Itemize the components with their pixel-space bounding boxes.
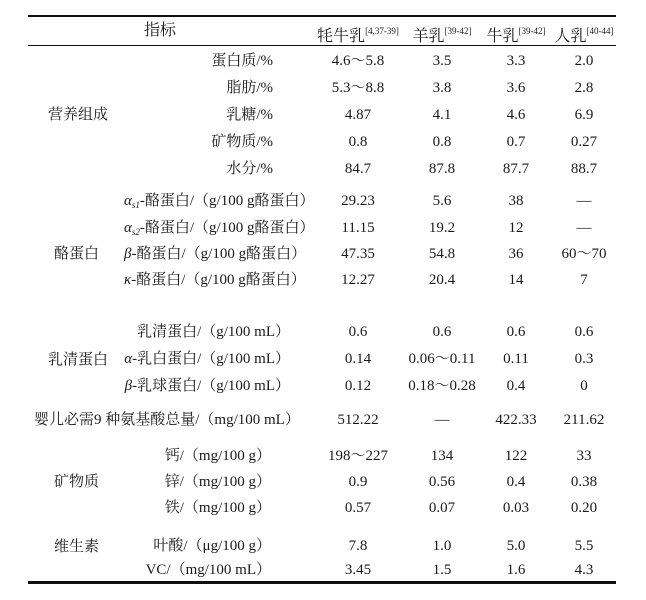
cell-cow: 3.6 <box>506 80 526 96</box>
group-nutrition: 营养组成 <box>48 107 109 123</box>
cell-cow: 87.7 <box>502 161 530 177</box>
table-bottom-rule <box>28 581 616 584</box>
cell-yak: 512.22 <box>337 412 379 428</box>
cell-goat: 54.8 <box>428 246 456 262</box>
cell-yak: 7.8 <box>348 538 368 554</box>
cell-cow: 0.7 <box>506 134 526 150</box>
header-cow-milk: 牛乳[39-42] <box>486 26 546 45</box>
table-top-rule <box>28 15 616 17</box>
cell-human: 33 <box>576 448 592 464</box>
cell-human: 88.7 <box>570 161 598 177</box>
row-label-as1-casein: $\alpha_{s1}-$酪蛋白/（g/100 g酪蛋白） <box>124 193 315 210</box>
row-label-as2-casein: $\alpha_{s2}-$酪蛋白/（g/100 g酪蛋白） <box>124 220 315 237</box>
cell-yak: 0.9 <box>348 474 368 490</box>
row-label-water: 水分/% <box>226 161 273 177</box>
row-label-kappa-casein: κ-酪蛋白/（g/100 g酪蛋白） <box>124 272 306 288</box>
group-minerals: 矿物质 <box>54 474 100 490</box>
cell-cow: 0.03 <box>502 500 530 516</box>
cell-yak: 0.14 <box>344 351 372 367</box>
cell-yak: 3.45 <box>344 562 372 578</box>
row-label-vitamin-c: VC/（mg/100 mL） <box>145 562 271 578</box>
header-indicator: 指标 <box>143 22 177 39</box>
cell-yak: 5.3～8.8 <box>331 80 385 96</box>
cell-goat: 0.6 <box>432 324 452 340</box>
cell-goat: 20.4 <box>428 272 456 288</box>
cell-human: 5.5 <box>574 538 594 554</box>
cell-human: 0.6 <box>574 324 594 340</box>
cell-goat: 87.8 <box>428 161 456 177</box>
row-label-whey-protein: 乳清蛋白/（g/100 mL） <box>137 324 290 340</box>
row-label-folic-acid: 叶酸/（μg/100 g） <box>153 538 271 554</box>
cell-goat: 4.1 <box>432 107 452 123</box>
cell-yak: 0.8 <box>348 134 368 150</box>
cell-human: — <box>576 193 592 209</box>
cell-yak: 0.57 <box>344 500 372 516</box>
cell-yak: 47.35 <box>341 246 375 262</box>
row-label-calcium: 钙/（mg/100 g） <box>164 448 271 464</box>
row-label-beta-lactoglobulin: β-乳球蛋白/（g/100 mL） <box>124 378 290 394</box>
cell-goat: 0.07 <box>428 500 456 516</box>
cell-human: 4.3 <box>574 562 594 578</box>
cell-yak: 12.27 <box>341 272 375 288</box>
cell-human: 0.20 <box>570 500 598 516</box>
row-label-beta-casein: β-酪蛋白/（g/100 g酪蛋白） <box>124 246 307 262</box>
group-whey: 乳清蛋白 <box>48 352 109 368</box>
header-goat-milk: 羊乳[39-42] <box>412 26 472 45</box>
row-label-zinc: 锌/（mg/100 g） <box>164 474 271 490</box>
cell-goat: 0.18～0.28 <box>408 378 476 394</box>
row-label-alpha-lactalbumin: α-乳白蛋白/（g/100 mL） <box>124 351 290 367</box>
cell-yak: 11.15 <box>341 220 375 236</box>
cell-human: — <box>576 220 592 236</box>
cell-yak: 0.12 <box>344 378 372 394</box>
row-label-minerals: 矿物质/% <box>211 134 273 150</box>
cell-human: 0.27 <box>570 134 598 150</box>
row-label-amino-acids: 婴儿必需9 种氨基酸总量/（mg/100 mL） <box>34 412 300 428</box>
cell-yak: 4.87 <box>344 107 372 123</box>
cell-yak: 4.6～5.8 <box>331 53 385 69</box>
cell-human: 0.3 <box>574 351 594 367</box>
cell-cow: 122 <box>504 448 528 464</box>
cell-human: 211.62 <box>563 412 605 428</box>
cell-yak: 0.6 <box>348 324 368 340</box>
cell-goat: 1.0 <box>432 538 452 554</box>
cell-cow: 14 <box>508 272 524 288</box>
cell-human: 60～70 <box>561 246 607 262</box>
cell-cow: 0.4 <box>506 378 526 394</box>
cell-goat: 3.8 <box>432 80 452 96</box>
cell-cow: 0.4 <box>506 474 526 490</box>
row-label-iron: 铁/（mg/100 g） <box>164 500 271 516</box>
row-label-protein: 蛋白质/% <box>211 53 273 69</box>
cell-goat: 3.5 <box>432 53 452 69</box>
group-vitamins: 维生素 <box>54 539 100 555</box>
cell-cow: 4.6 <box>506 107 526 123</box>
cell-cow: 36 <box>508 246 524 262</box>
cell-human: 0 <box>580 378 588 394</box>
cell-goat: — <box>434 412 450 428</box>
cell-human: 2.0 <box>574 53 594 69</box>
cell-human: 0.38 <box>570 474 598 490</box>
cell-cow: 1.6 <box>506 562 526 578</box>
header-human-milk: 人乳[40-44] <box>554 26 614 45</box>
cell-cow: 38 <box>508 193 524 209</box>
cell-cow: 5.0 <box>506 538 526 554</box>
cell-yak: 198～227 <box>327 448 389 464</box>
cell-goat: 5.6 <box>432 193 452 209</box>
cell-human: 7 <box>580 272 588 288</box>
group-casein: 酪蛋白 <box>54 246 100 262</box>
cell-goat: 0.06～0.11 <box>408 351 476 367</box>
cell-goat: 134 <box>430 448 454 464</box>
cell-yak: 29.23 <box>341 193 375 209</box>
cell-yak: 84.7 <box>344 161 372 177</box>
cell-cow: 3.3 <box>506 53 526 69</box>
cell-goat: 19.2 <box>428 220 456 236</box>
cell-cow: 0.11 <box>503 351 529 367</box>
cell-human: 6.9 <box>574 107 594 123</box>
cell-cow: 12 <box>508 220 524 236</box>
cell-goat: 0.56 <box>428 474 456 490</box>
row-label-lactose: 乳糖/% <box>226 107 273 123</box>
header-yak-milk: 牦牛乳[4,37-39] <box>317 26 399 45</box>
cell-goat: 1.5 <box>432 562 452 578</box>
cell-human: 2.8 <box>574 80 594 96</box>
row-label-fat: 脂肪/% <box>226 80 273 96</box>
cell-goat: 0.8 <box>432 134 452 150</box>
cell-cow: 0.6 <box>506 324 526 340</box>
cell-cow: 422.33 <box>495 412 537 428</box>
